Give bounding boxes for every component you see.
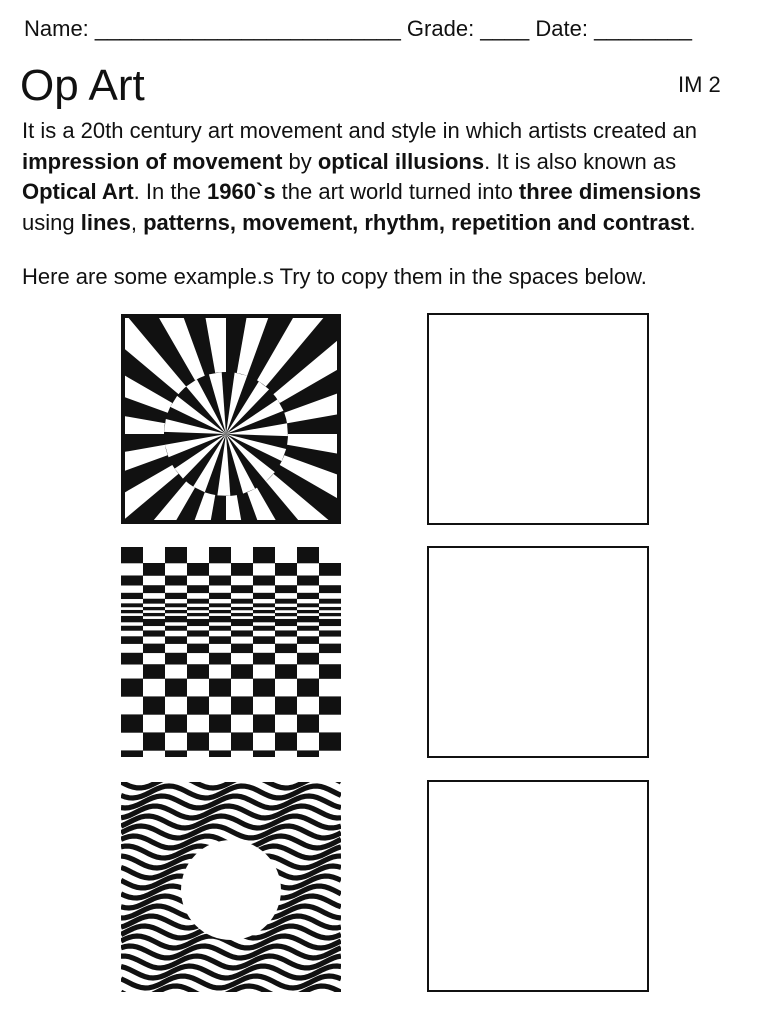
grade-label: Grade: — [400, 16, 481, 41]
grade-blank[interactable]: ____ — [480, 16, 530, 41]
intro-bold: lines — [80, 209, 131, 235]
example-wavy-circle — [121, 782, 341, 992]
intro-text: , — [130, 209, 144, 235]
intro-bold: impression of movement — [22, 148, 283, 174]
worksheet-code: IM 2 — [678, 72, 721, 97]
intro-bold: three dimensions — [518, 179, 702, 204]
radial-stripes-icon — [121, 314, 341, 524]
intro-bold: Optical Art — [22, 179, 134, 204]
example-radial-stripes — [121, 314, 341, 524]
date-label: Date: — [529, 16, 595, 41]
intro-text: the art world turned into — [275, 179, 519, 204]
page-title: Op Art — [20, 61, 145, 110]
name-label: Name: — [24, 16, 95, 41]
intro-bold: patterns, movement, rhythm, repetition and contrast — [143, 209, 690, 235]
checkerboard-perspective-icon — [121, 547, 341, 757]
instruction-text: Here are some example.s Try to copy them in the spaces below. — [22, 264, 647, 289]
intro-text: It is a 20th century art movement and style in which artists created an — [22, 118, 697, 143]
copy-box-1[interactable] — [427, 313, 649, 525]
intro-text: using — [22, 209, 81, 235]
intro-bold: optical illusions — [317, 148, 485, 174]
wavy-circle-icon — [121, 782, 341, 992]
intro-text: by — [282, 148, 318, 174]
copy-box-2[interactable] — [427, 546, 649, 758]
intro-paragraph — [22, 116, 748, 238]
date-blank[interactable]: ________ — [594, 16, 692, 41]
intro-text: . In the — [133, 179, 208, 204]
intro-bold: 1960`s — [207, 179, 276, 204]
intro-text: . It is also known as — [484, 148, 677, 174]
name-blank[interactable]: _________________________ — [94, 16, 401, 41]
student-info-line — [24, 14, 744, 44]
intro-text: . — [689, 209, 696, 235]
example-checkerboard — [121, 547, 341, 757]
copy-box-3[interactable] — [427, 780, 649, 992]
